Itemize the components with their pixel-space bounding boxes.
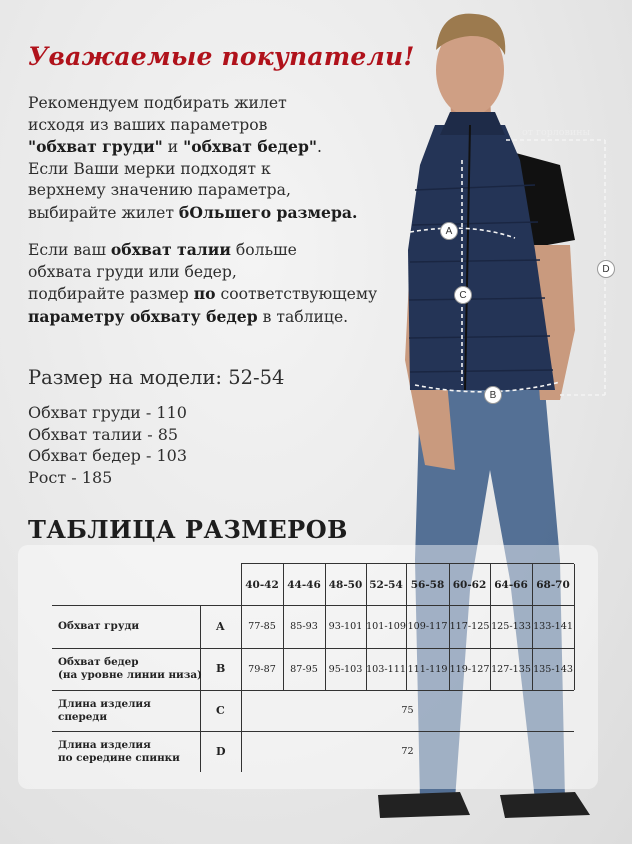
size-header: 52-54: [369, 578, 403, 591]
table-title: ТАБЛИЦА РАЗМЕРОВ: [28, 515, 348, 544]
text-line: [28, 136, 357, 159]
text-fragment: .: [317, 138, 322, 156]
table-cell: 135-143: [533, 663, 573, 675]
table-line: [241, 563, 574, 564]
table-cell: 111-119: [407, 663, 448, 675]
table-cell: 95-103: [328, 663, 363, 675]
table-cell: 79-87: [248, 663, 276, 675]
text-fragment: подбирайте размер: [28, 285, 194, 303]
dim-label-c: C: [454, 286, 472, 304]
table-cell: 125-133: [491, 621, 531, 632]
row-label-line: Длина изделия: [58, 697, 151, 710]
table-cell: 109-117: [407, 621, 448, 632]
size-header: 64-66: [494, 578, 528, 591]
waist-paragraph: [28, 239, 377, 328]
table-cell-merged: 72: [401, 746, 414, 757]
text-fragment: выбирайте жилет: [28, 203, 179, 222]
bold-text: по: [193, 284, 216, 303]
model-params: [28, 402, 187, 488]
row-label: [58, 656, 202, 682]
size-header: 60-62: [452, 578, 487, 591]
size-header: 68-70: [536, 578, 570, 591]
text-fragment: соответствующему: [215, 285, 378, 303]
text-line: исходя из ваших параметров: [28, 115, 268, 134]
param-line: Обхват груди - 110: [28, 403, 187, 422]
headline: Уважаемые покупатели!: [28, 42, 415, 71]
row-label-line: Обхват бедер: [58, 656, 139, 668]
table-cell: 87-95: [290, 663, 318, 675]
bold-text: обхват талии: [110, 240, 231, 259]
collar-note: от горловины: [522, 127, 591, 138]
text-fragment: больше: [230, 241, 297, 259]
text-line: обхвата груди или бедер,: [28, 262, 237, 281]
row-label: [58, 620, 139, 633]
table-line: [200, 605, 201, 772]
dim-label-a: A: [440, 222, 458, 240]
table-cell: 103-111: [366, 663, 406, 675]
bold-text: "обхват груди": [28, 137, 163, 156]
text-line: верхнему значению параметра,: [28, 181, 291, 199]
table-cell: 77-85: [248, 621, 276, 632]
text-line: Если Ваши мерки подходят к: [28, 159, 271, 178]
table-cell-merged: 75: [401, 705, 414, 716]
bold-text: бОльшего размера.: [178, 202, 358, 222]
row-label-line: Длина изделия: [58, 738, 151, 751]
table-cell: 133-141: [533, 621, 573, 632]
row-letter: B: [216, 662, 226, 675]
param-line: Обхват бедер - 103: [28, 446, 188, 465]
text-fragment: в таблице.: [257, 307, 349, 326]
row-letter: D: [216, 744, 226, 758]
param-line: Обхват талии - 85: [28, 424, 179, 444]
table-cell: 127-135: [491, 663, 531, 675]
table-cell: 85-93: [290, 621, 318, 632]
recommendation-paragraph: [28, 93, 357, 224]
row-label: [58, 698, 151, 724]
text-line: Рекомендуем подбирать жилет: [28, 94, 287, 112]
row-letter: C: [216, 703, 225, 717]
text-line: [28, 202, 357, 225]
row-label: [58, 739, 180, 765]
text-line: [28, 239, 377, 262]
table-cell: 119-127: [449, 663, 490, 675]
row-label-line: по середине спинки: [58, 751, 180, 764]
text-line: [28, 283, 377, 306]
bold-text: "обхват бедер": [183, 137, 318, 156]
row-label-line: спереди: [58, 710, 108, 723]
size-header: 56-58: [410, 578, 445, 591]
model-size: Размер на модели: 52-54: [28, 366, 285, 389]
text-fragment: Если ваш: [28, 241, 111, 259]
size-header: 40-42: [245, 578, 279, 591]
size-header: 44-46: [287, 578, 321, 591]
row-label-line: Обхват груди: [58, 619, 140, 632]
table-cell: 117-125: [449, 621, 490, 632]
row-letter: A: [216, 619, 225, 633]
row-label-line: (на уровне линии низа): [58, 669, 203, 681]
bold-text: параметру обхвату бедер: [28, 306, 258, 326]
dim-label-d: D: [597, 260, 615, 278]
size-header: 48-50: [328, 578, 363, 591]
param-line: Рост - 185: [28, 467, 113, 487]
text-fragment: и: [162, 138, 184, 156]
text-line: [28, 306, 377, 329]
table-cell: 93-101: [328, 621, 363, 632]
table-cell: 101-109: [366, 621, 406, 632]
table-line: [574, 564, 575, 690]
dim-label-b: B: [484, 386, 502, 404]
